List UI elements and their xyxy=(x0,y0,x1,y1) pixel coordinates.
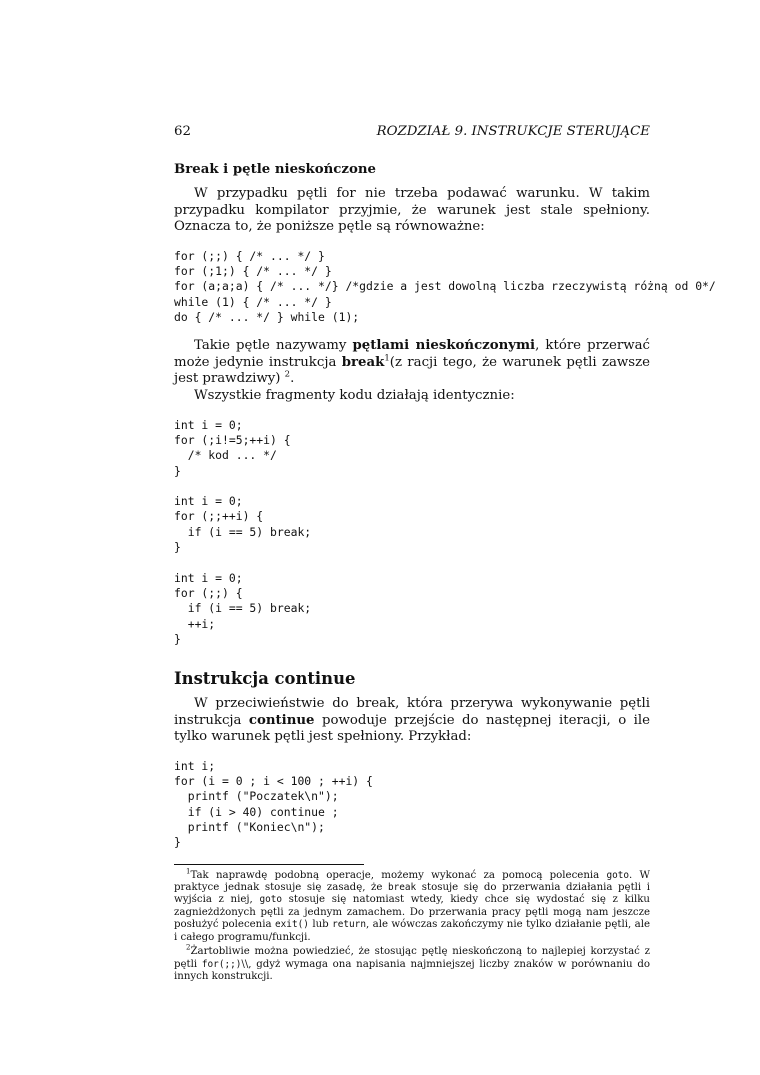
paragraph-continue: W przeciwieństwie do break, która przerywa wykonywanie pętli instrukcja continue powoduje przejście do następnej iteracji, o ile tylko warunek pętli jest spełniony. Przykład: xyxy=(174,696,651,745)
code-block-equivalent-loops: for (;;) { /* ... */ } for (;1;) { /* ... */ } for (a;a;a) { /* ... */} /*gdzie a jest dowolną liczba rzeczywistą różną od 0*/ while (1) { /* ... */ } do { /* ... */ } while (1); xyxy=(174,248,716,324)
footnote-divider xyxy=(174,864,364,865)
footnotes xyxy=(174,864,650,984)
code-block-continue-example: int i; for (i = 0 ; i < 100 ; ++i) { printf ("Poczatek\n"); if (i > 40) continue ; printf ("Koniec\n"); } xyxy=(174,758,373,850)
term-continue: continue xyxy=(248,712,315,728)
footnote-1: $^1$Tak naprawdę podobną operacje, możemy wykonać za pomocą polecenia goto. W praktyce jednak stosuje się zasadę, że break stosuje się do przerwania działania pętli i wyjścia z niej, goto stosuje się natomiast wtedy, kiedy chce się wydostać się z kilku zagnieżdżonych pętli za jednym zamachem. Do przerwania pracy pętli mogą nam jeszcze posłużyć polecenia exit() lub return, ale wówczas zakończymy nie tylko działanie pętli, ale i całego programu/funkcji. xyxy=(174,867,650,943)
section-heading-continue: Instrukcja continue xyxy=(174,669,356,689)
footnote-2: $^2$Żartobliwie można powiedzieć, że stosując pętlę nieskończoną to najlepiej korzystać z pętli for(;;)\\, gdyż wymaga ona napisania najmniejszej liczby znaków w porównaniu do innych konstrukcji. xyxy=(174,943,650,982)
section-heading-break: Break i pętle nieskończone xyxy=(174,162,376,177)
footnote-ref-2[interactable]: 2 xyxy=(284,370,291,381)
chapter-title: ROZDZIAŁ 9. INSTRUKCJE STERUJĄCE xyxy=(376,124,650,139)
term-infinite-loops: pętlami nieskończonymi xyxy=(352,338,536,354)
code-block-break-examples: int i = 0; for (;i!=5;++i) { /* kod ... */ } int i = 0; for (;;++i) { if (i == 5) break; } int i = 0; for (;;) { if (i == 5) break; ++i; } xyxy=(174,417,312,646)
document-page xyxy=(174,124,716,985)
paragraph-identical: Wszystkie fragmenty kodu działają identycznie: xyxy=(194,388,515,404)
footnote-ref-1[interactable]: 1 xyxy=(384,353,390,364)
paragraph-infinite-loops: Takie pętle nazywamy pętlami nieskończonymi, które przerwać może jedynie instrukcja break$^1$(z racji tego, że warunek pętli zawsze jest prawdziwy) $^2$. xyxy=(174,338,650,387)
term-break: break xyxy=(341,354,385,370)
page-number: 62 xyxy=(174,124,191,139)
running-header xyxy=(174,124,650,140)
paragraph-intro: W przypadku pętli for nie trzeba podawać warunku. W takim przypadku kompilator przyjmie, że warunek jest stale spełniony. Oznacza to, że poniższe pętle są równoważne: xyxy=(174,186,650,235)
